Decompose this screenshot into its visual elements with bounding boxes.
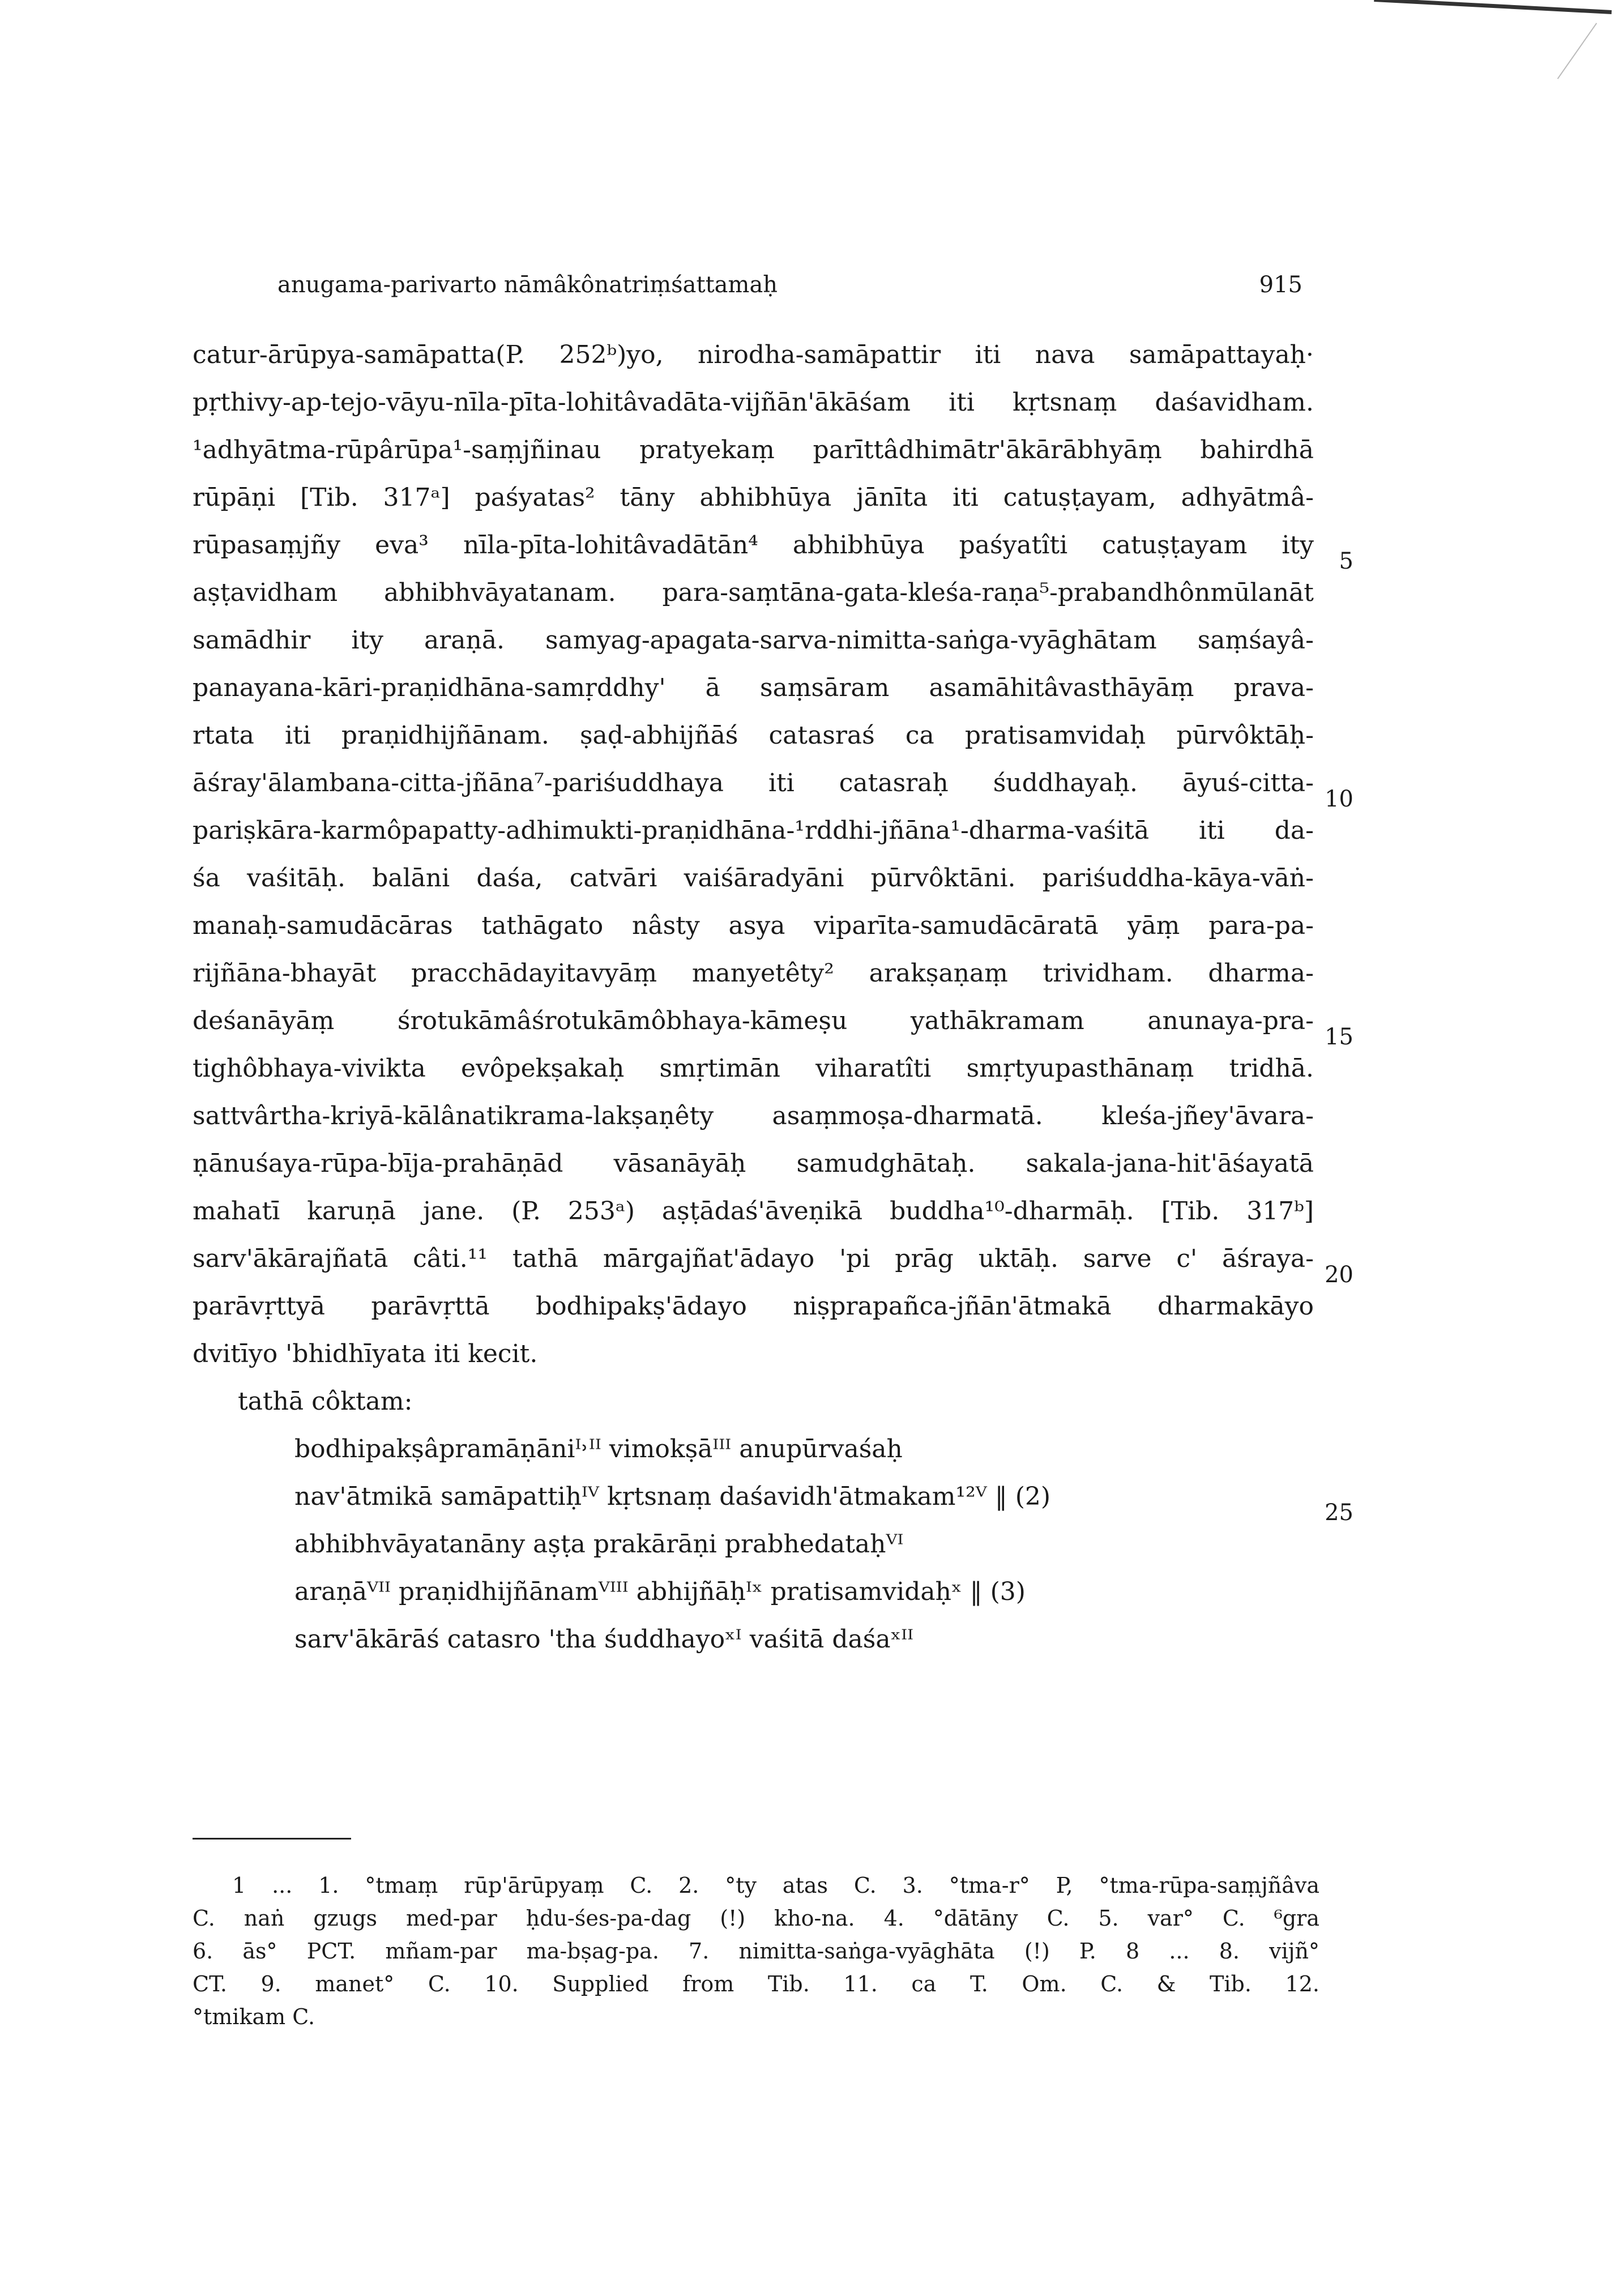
quote-intro: tathā côktam: <box>238 1387 413 1416</box>
footnote-line: C. naṅ gzugs med-par ḥdu-śes-pa-dag (!) kho-na. 4. °dātāny C. 5. var° C. ⁶gra <box>193 1906 1319 1931</box>
text-line: rūpasaṃjñy eva³ nīla-pīta-lohitâvadātān⁴ abhibhūya paśyatîti catuṣṭayam ity <box>193 531 1314 560</box>
text-line: rtata iti praṇidhijñānam. ṣaḍ-abhijñāś catasraś ca pratisamvidaḥ pūrvôktāḥ- <box>193 721 1314 750</box>
text-line: pariṣkāra-karmôpapatty-adhimukti-praṇidhāna-¹rddhi-jñāna¹-dharma-vaśitā iti da- <box>193 816 1314 845</box>
text-line: mahatī karuṇā jane. (P. 253ᵃ) aṣṭādaś'āveṇikā buddha¹⁰-dharmāḥ. [Tib. 317ᵇ] <box>193 1197 1314 1226</box>
text-line: catur-ārūpya-samāpatta(P. 252ᵇ)yo, nirodha-samāpattir iti nava samāpattayaḥ· <box>193 340 1314 369</box>
verse-line: araṇāⱽᴵᴵ praṇidhijñānamⱽᴵᴵᴵ abhijñāḥᴵˣ pratisamvidaḥˣ ‖ (3) <box>294 1577 1026 1606</box>
line-number: 5 <box>1339 548 1353 574</box>
page-header <box>193 272 1302 311</box>
verse-line: abhibhvāyatanāny aṣṭa prakārāṇi prabhedataḥⱽᴵ <box>294 1530 904 1559</box>
text-line: āśray'ālambana-citta-jñāna⁷-pariśuddhaya iti catasraḥ śuddhayaḥ. āyuś-citta- <box>193 769 1314 797</box>
running-title: anugama-parivarto nāmâkônatriṃśattamaḥ <box>277 272 778 298</box>
page-number: 915 <box>1259 272 1302 298</box>
text-line: aṣṭavidham abhibhvāyatanam. para-saṃtāna-gata-kleśa-raṇa⁵-prabandhônmūlanāt <box>193 578 1314 607</box>
text-line: parāvṛttyā parāvṛttā bodhipakṣ'ādayo niṣprapañca-jñān'ātmakā dharmakāyo <box>193 1292 1314 1321</box>
page-edge-shadow <box>1374 0 1612 20</box>
verse-line: bodhipakṣâpramāṇāniᴵ˒ᴵᴵ vimokṣāᴵᴵᴵ anupūrvaśaḥ <box>294 1435 903 1463</box>
text-line: panayana-kāri-praṇidhāna-samṛddhy' ā saṃsāram asamāhitâvasthāyāṃ prava- <box>193 673 1314 702</box>
footnote-rule <box>193 1838 351 1840</box>
text-line: rijñāna-bhayāt pracchādayitavyāṃ manyetêty² arakṣaṇaṃ trividham. dharma- <box>193 959 1314 988</box>
line-number: 10 <box>1325 786 1353 812</box>
footnote-line: 6. ās° PCT. mñam-par ma-bṣag-pa. 7. nimitta-saṅga-vyāghāta (!) P. 8 ... 8. vijñ° <box>193 1939 1319 1964</box>
text-line: manaḥ-samudācāras tathāgato nâsty asya viparīta-samudācāratā yāṃ para-pa- <box>193 911 1314 940</box>
page-edge-crease <box>1557 23 1597 79</box>
text-line: śa vaśitāḥ. balāni daśa, catvāri vaiśāradyāni pūrvôktāni. pariśuddha-kāya-vāṅ- <box>193 864 1314 893</box>
line-number: 15 <box>1325 1024 1353 1050</box>
text-line: ¹adhyātma-rūpârūpa¹-saṃjñinau pratyekaṃ parīttâdhimātr'ākārābhyāṃ bahirdhā <box>193 436 1314 464</box>
line-number: 25 <box>1325 1500 1353 1526</box>
footnote-line: °tmikam C. <box>193 2004 315 2029</box>
text-line: samādhir ity araṇā. samyag-apagata-sarva-nimitta-saṅga-vyāghātam saṃśayâ- <box>193 626 1314 655</box>
text-line: ṇānuśaya-rūpa-bīja-prahāṇād vāsanāyāḥ samudghātaḥ. sakala-jana-hit'āśayatā <box>193 1149 1314 1178</box>
text-line: dvitīyo 'bhidhīyata iti kecit. <box>193 1339 538 1368</box>
verse-line: nav'ātmikā samāpattiḥᴵⱽ kṛtsnaṃ daśavidh'ātmakam¹²ⱽ ‖ (2) <box>294 1482 1051 1511</box>
footnote-line: CT. 9. manet° C. 10. Supplied from Tib. 11. ca T. Om. C. & Tib. 12. <box>193 1971 1319 1996</box>
text-line: deśanāyāṃ śrotukāmâśrotukāmôbhaya-kāmeṣu yathākramam anunaya-pra- <box>193 1006 1314 1035</box>
line-number: 20 <box>1325 1262 1353 1288</box>
verse-line: sarv'ākārāś catasro 'tha śuddhayoˣᴵ vaśitā daśaˣᴵᴵ <box>294 1625 914 1654</box>
text-line: sarv'ākārajñatā câti.¹¹ tathā mārgajñat'ādayo 'pi prāg uktāḥ. sarve c' āśraya- <box>193 1244 1314 1273</box>
footnote-line: 1 ... 1. °tmaṃ rūp'ārūpyaṃ C. 2. °ty atas C. 3. °tma-r° P, °tma-rūpa-saṃjñâva <box>232 1873 1319 1898</box>
text-line: pṛthivy-ap-tejo-vāyu-nīla-pīta-lohitâvadāta-vijñān'ākāśam iti kṛtsnaṃ daśavidham. <box>193 388 1314 417</box>
text-line: sattvârtha-kriyā-kālânatikrama-lakṣaṇêty asaṃmoṣa-dharmatā. kleśa-jñey'āvara- <box>193 1102 1314 1130</box>
body-text <box>193 331 1314 1663</box>
text-line: rūpāṇi [Tib. 317ᵃ] paśyatas² tāny abhibhūya jānīta iti catuṣṭayam, adhyātmâ- <box>193 483 1314 512</box>
text-line: tighôbhaya-vivikta evôpekṣakaḥ smṛtimān viharatîti smṛtyupasthānaṃ tridhā. <box>193 1054 1314 1083</box>
footnotes <box>193 1869 1319 2033</box>
